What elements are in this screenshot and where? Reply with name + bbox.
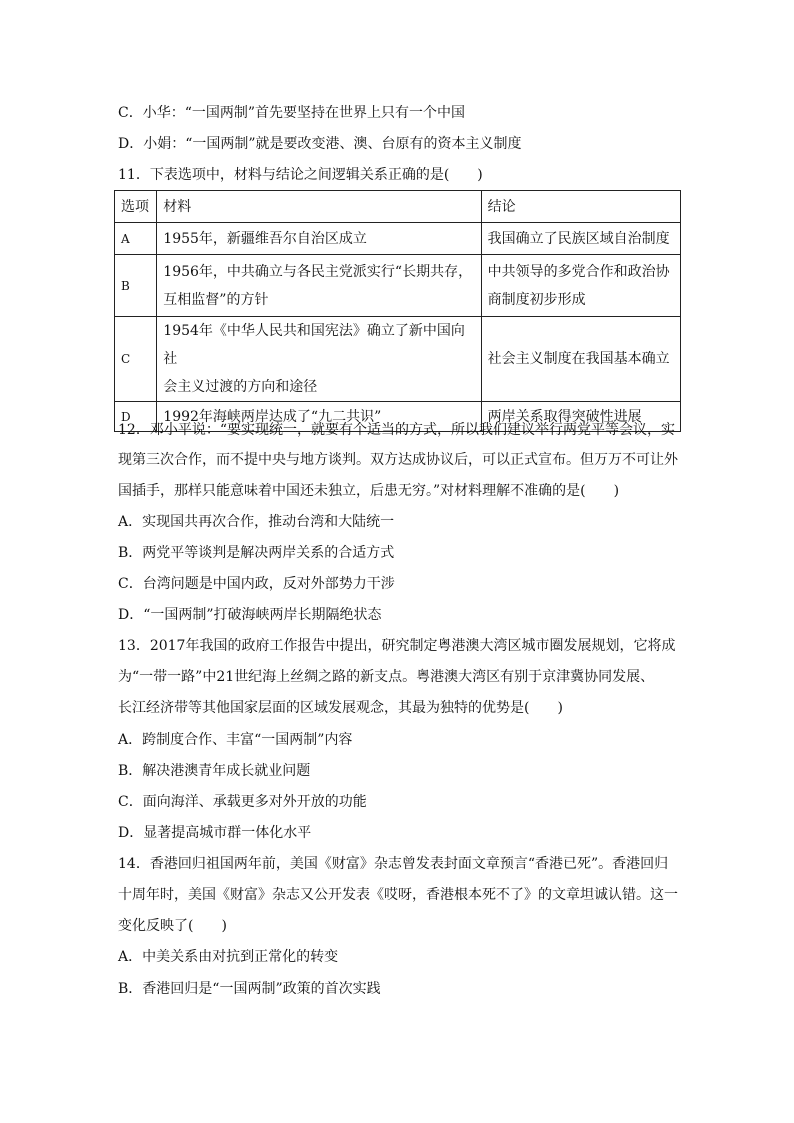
q13-option-b: B．解决港澳青年成长就业问题 bbox=[118, 763, 311, 779]
row-material bbox=[157, 255, 481, 317]
conclusion-line: 社会主义制度在我国基本确立 bbox=[487, 351, 670, 367]
q11-stem: 11．下表选项中，材料与结论之间逻辑关系正确的是( ) bbox=[118, 167, 483, 183]
header-material: 材料 bbox=[157, 191, 481, 223]
table-header-row bbox=[115, 191, 681, 223]
q14-stem-line-2: 十周年时，美国《财富》杂志又公开发表《哎呀，香港根本死不了》的文章坦诚认错。这一 bbox=[118, 887, 678, 903]
q14-stem-line-3: 变化反映了( ) bbox=[118, 918, 227, 934]
conclusion-line: 两岸关系取得突破性进展 bbox=[487, 408, 642, 425]
q10-option-c: C．小华：“一国两制”首先要坚持在世界上只有一个中国 bbox=[118, 105, 466, 121]
conclusion-line: 我国确立了民族区域自治制度 bbox=[487, 230, 670, 247]
material-line: 1992年海峡两岸达成了“九二共识” bbox=[163, 408, 382, 425]
row-conclusion bbox=[481, 317, 680, 402]
table-row bbox=[115, 255, 681, 317]
material-line: 会主义过渡的方向和途径 bbox=[163, 379, 318, 395]
row-option: D bbox=[115, 402, 157, 432]
header-conclusion: 结论 bbox=[481, 191, 680, 223]
q14-option-b: B．香港回归是“一国两制”政策的首次实践 bbox=[118, 981, 381, 997]
q10-option-d: D．小娟：“一国两制”就是要改变港、澳、台原有的资本主义制度 bbox=[118, 136, 522, 152]
conclusion-line: 中共领导的多党合作和政治协 bbox=[487, 263, 670, 280]
q11-table bbox=[114, 190, 681, 432]
table-row bbox=[115, 223, 681, 255]
conclusion-line: 商制度初步形成 bbox=[487, 291, 586, 308]
q13-option-d: D．显著提高城市群一体化水平 bbox=[118, 825, 312, 841]
q14-stem-line-1: 14．香港回归祖国两年前，美国《财富》杂志曾发表封面文章预言“香港已死”。香港回归 bbox=[118, 856, 669, 872]
q12-stem-line-3: 国插手，那样只能意味着中国还未独立，后患无穷。”对材料理解不准确的是( ) bbox=[118, 483, 620, 499]
material-line: 1955年，新疆维吾尔自治区成立 bbox=[163, 230, 367, 247]
row-material bbox=[157, 317, 481, 402]
material-line: 互相监督”的方针 bbox=[163, 291, 269, 308]
q13-stem-line-2: 为“一带一路”中21世纪海上丝绸之路的新支点。粤港澳大湾区有别于京津冀协同发展、 bbox=[118, 669, 655, 685]
row-option: C bbox=[115, 317, 157, 402]
q12-stem-line-2: 现第三次合作，而不提中央与地方谈判。双方达成协议后，可以正式宣布。但万万不可让外 bbox=[118, 452, 678, 468]
material-line: 1956年，中共确立与各民主党派实行“长期共存， bbox=[163, 263, 473, 280]
q13-option-a: A．跨制度合作、丰富“一国两制”内容 bbox=[118, 732, 353, 748]
q13-stem-line-3: 长江经济带等其他国家层面的区域发展观念，其最为独特的优势是( ) bbox=[118, 700, 563, 716]
q12-option-c: C．台湾问题是中国内政，反对外部势力干涉 bbox=[118, 576, 395, 592]
q12-option-d: D．“一国两制”打破海峡两岸长期隔绝状态 bbox=[118, 607, 382, 623]
row-conclusion bbox=[481, 223, 680, 255]
material-line: 1954年《中华人民共和国宪法》确立了新中国向社 bbox=[163, 323, 465, 367]
table-row bbox=[115, 317, 681, 402]
q12-option-b: B．两党平等谈判是解决两岸关系的合适方式 bbox=[118, 545, 395, 561]
q12-stem-line-1: 12．邓小平说：“要实现统一，就要有个适当的方式，所以我们建议举行两党平等会议，实 bbox=[118, 422, 675, 438]
q13-option-c: C．面向海洋、承载更多对外开放的功能 bbox=[118, 794, 367, 810]
q13-stem-line-1: 13．2017年我国的政府工作报告中提出，研究制定粤港澳大湾区城市圈发展规划，它将成 bbox=[118, 638, 676, 654]
header-option: 选项 bbox=[115, 191, 157, 223]
row-conclusion bbox=[481, 255, 680, 317]
row-option: A bbox=[115, 223, 157, 255]
q12-option-a: A．实现国共再次合作，推动台湾和大陆统一 bbox=[118, 514, 395, 530]
row-option: B bbox=[115, 255, 157, 317]
q14-option-a: A．中美关系由对抗到正常化的转变 bbox=[118, 949, 339, 965]
row-material bbox=[157, 223, 481, 255]
